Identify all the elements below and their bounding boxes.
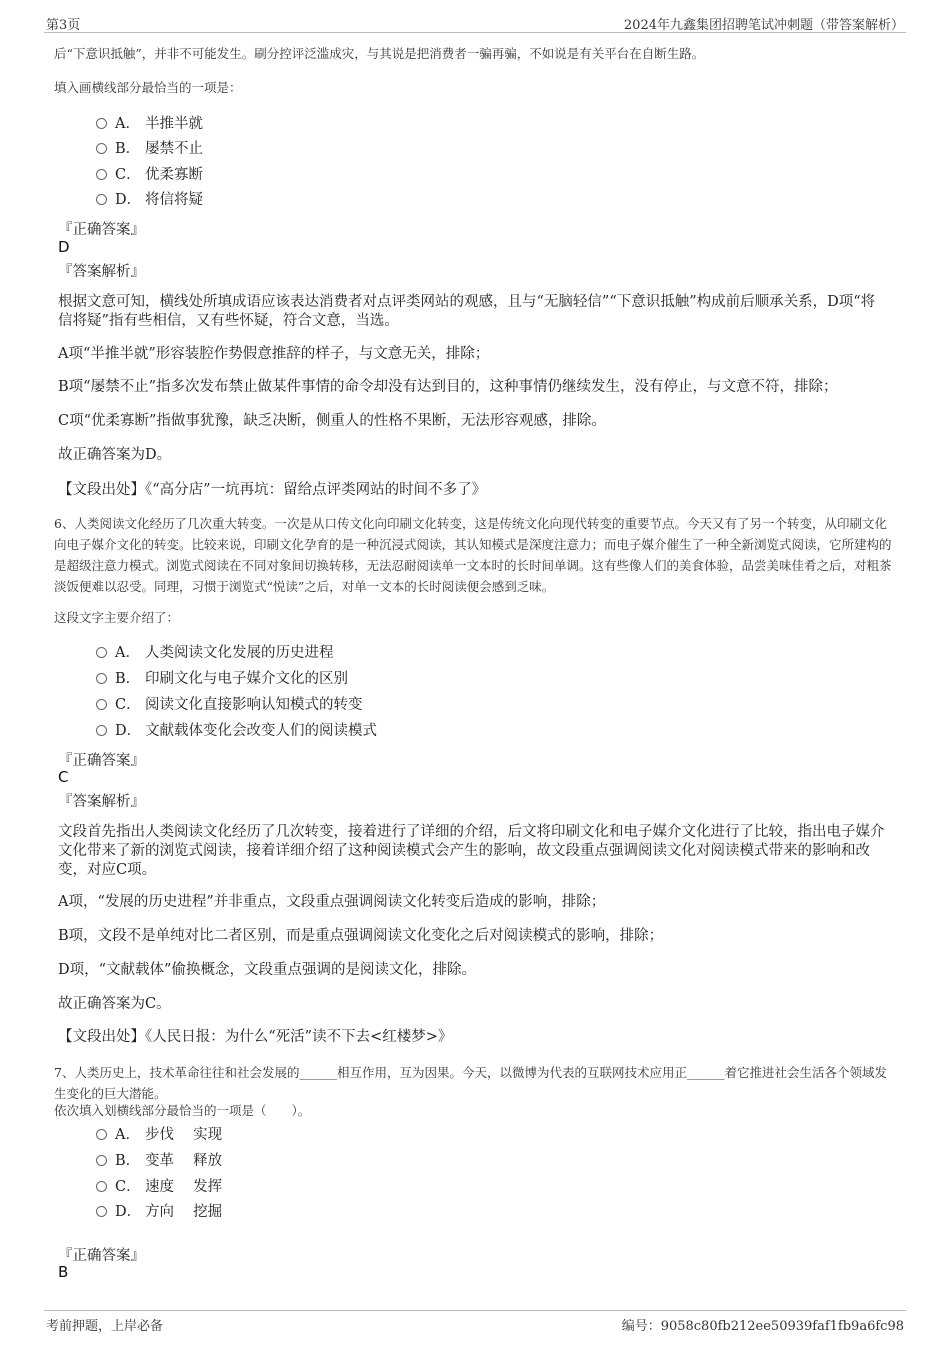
q5-analysis-main: 根据文意可知，横线处所填成语应该表达消费者对点评类网站的观感，且与“无脑轻信”“下意识抵触”构成前后顺承关系，D项“将信将疑”指有些相信，又有些怀疑，符合文意，当选。 bbox=[58, 294, 876, 329]
radio-icon[interactable] bbox=[96, 194, 107, 205]
q7-option-d[interactable]: D． 方向 挖掘 bbox=[96, 1201, 222, 1223]
radio-icon[interactable] bbox=[96, 1129, 107, 1140]
radio-icon[interactable] bbox=[96, 143, 107, 154]
q5-option-b[interactable]: B． 屡禁不止 bbox=[96, 138, 203, 160]
page-number: 第3页 bbox=[46, 18, 81, 33]
radio-icon[interactable] bbox=[96, 1181, 107, 1192]
q6-answer-label: 『正确答案』 bbox=[58, 753, 145, 769]
q5-option-c[interactable]: C． 优柔寡断 bbox=[96, 164, 203, 186]
q6-analysis-label: 『答案解析』 bbox=[58, 794, 145, 810]
radio-icon[interactable] bbox=[96, 169, 107, 180]
q5-answer: D bbox=[58, 238, 70, 256]
q5-analysis-c: C项“优柔寡断”指做事犹豫，缺乏决断，侧重人的性格不果断，无法形容观感，排除。 bbox=[58, 413, 606, 429]
q6-source: 【文段出处】《人民日报：为什么“死活”读不下去<红楼梦>》 bbox=[58, 1029, 453, 1045]
q6-stem: 6、人类阅读文化经历了几次重大转变。一次是从口传文化向印刷文化转变，这是传统文化向现代转变的重要节点。今天又有了另一个转变，从印刷文化向电子媒介文化的转变。比较来说，印刷文化孕育的是一种沉浸式阅读，其认知模式是深度注意力；而电子媒介催生了一种全新浏览式阅读，它所建构的是超级注意力模式。浏览式阅读在不同对象间切换转移，无法忍耐阅读单一文本时的长时间单调。这有些像人们的美食体验，品尝美味佳肴之后，对粗茶淡饭便难以忍受。同理，习惯于浏览式“悦读”之后，对单一文本的长时阅读便会感到乏味。 bbox=[54, 516, 892, 594]
q6-prompt: 这段文字主要介绍了： bbox=[54, 610, 180, 625]
q7-option-a[interactable]: A． 步伐 实现 bbox=[96, 1124, 222, 1146]
q7-answer: B bbox=[58, 1263, 69, 1281]
q6-option-b[interactable]: B． 印刷文化与电子媒介文化的区别 bbox=[96, 668, 348, 690]
radio-icon[interactable] bbox=[96, 673, 107, 684]
q5-option-a[interactable]: A． 半推半就 bbox=[96, 113, 203, 135]
q5-conclusion: 故正确答案为D。 bbox=[58, 447, 172, 463]
q7-option-b[interactable]: B． 变革 释放 bbox=[96, 1150, 222, 1172]
radio-icon[interactable] bbox=[96, 647, 107, 658]
q6-analysis-b: B项，文段不是单纯对比二者区别，而是重点强调阅读文化变化之后对阅读模式的影响，排除； bbox=[58, 928, 664, 944]
page-header bbox=[44, 12, 906, 33]
footer-slogan: 考前押题，上岸必备 bbox=[46, 1319, 164, 1334]
q5-stem-tail: 后“下意识抵触”，并非不可能发生。刷分控评泛滥成灾，与其说是把消费者一骗再骗，不如说是有关平台在自断生路。 bbox=[54, 46, 705, 61]
q5-option-d[interactable]: D． 将信将疑 bbox=[96, 189, 203, 211]
q5-answer-label: 『正确答案』 bbox=[58, 222, 145, 238]
q5-analysis-b: B项“屡禁不止”指多次发布禁止做某件事情的命令却没有达到目的，这种事情仍继续发生，没有停止，与文意不符，排除； bbox=[58, 379, 838, 395]
radio-icon[interactable] bbox=[96, 1206, 107, 1217]
q6-option-d[interactable]: D． 文献载体变化会改变人们的阅读模式 bbox=[96, 720, 377, 742]
radio-icon[interactable] bbox=[96, 699, 107, 710]
q5-source: 【文段出处】《“高分店”一坑再坑：留给点评类网站的时间不多了》 bbox=[58, 482, 487, 498]
q6-analysis-d: D项，“文献载体”偷换概念，文段重点强调的是阅读文化，排除。 bbox=[58, 962, 476, 978]
q6-analysis-a: A项，“发展的历史进程”并非重点，文段重点强调阅读文化转变后造成的影响，排除； bbox=[58, 894, 606, 910]
document-title: 2024年九鑫集团招聘笔试冲刺题（带答案解析） bbox=[623, 18, 904, 33]
radio-icon[interactable] bbox=[96, 118, 107, 129]
q7-stem: 7、人类历史上，技术革命往往和社会发展的______相互作用，互为因果。今天，以微博为代表的互联网技术应用正______着它推进社会生活各个领域发生变化的巨大潜能。 bbox=[54, 1065, 887, 1101]
q7-prompt: 依次填入划横线部分最恰当的一项是（ ）。 bbox=[54, 1103, 311, 1118]
q5-analysis-label: 『答案解析』 bbox=[58, 264, 145, 280]
q5-analysis-a: A项“半推半就”形容装腔作势假意推辞的样子，与文意无关，排除； bbox=[58, 346, 490, 362]
q6-conclusion: 故正确答案为C。 bbox=[58, 996, 171, 1012]
q7-answer-label: 『正确答案』 bbox=[58, 1248, 145, 1264]
q7-option-c[interactable]: C． 速度 发挥 bbox=[96, 1176, 222, 1198]
q6-analysis-main: 文段首先指出人类阅读文化经历了几次转变，接着进行了详细的介绍，后文将印刷文化和电子媒介文化进行了比较，指出电子媒介文化带来了新的浏览式阅读，接着详细介绍了这种阅读模式会产生的影响，故文段重点强调阅读文化对阅读模式带来的影响和改变，对应C项。 bbox=[58, 824, 885, 878]
q6-answer: C bbox=[58, 768, 69, 786]
radio-icon[interactable] bbox=[96, 725, 107, 736]
document-id: 编号：9058c80fb212ee50939faf1fb9a6fc98 bbox=[621, 1319, 904, 1334]
page-footer bbox=[44, 1310, 906, 1333]
q5-prompt: 填入画横线部分最恰当的一项是： bbox=[54, 80, 242, 95]
radio-icon[interactable] bbox=[96, 1155, 107, 1166]
q6-option-c[interactable]: C． 阅读文化直接影响认知模式的转变 bbox=[96, 694, 363, 716]
q6-option-a[interactable]: A． 人类阅读文化发展的历史进程 bbox=[96, 642, 334, 664]
